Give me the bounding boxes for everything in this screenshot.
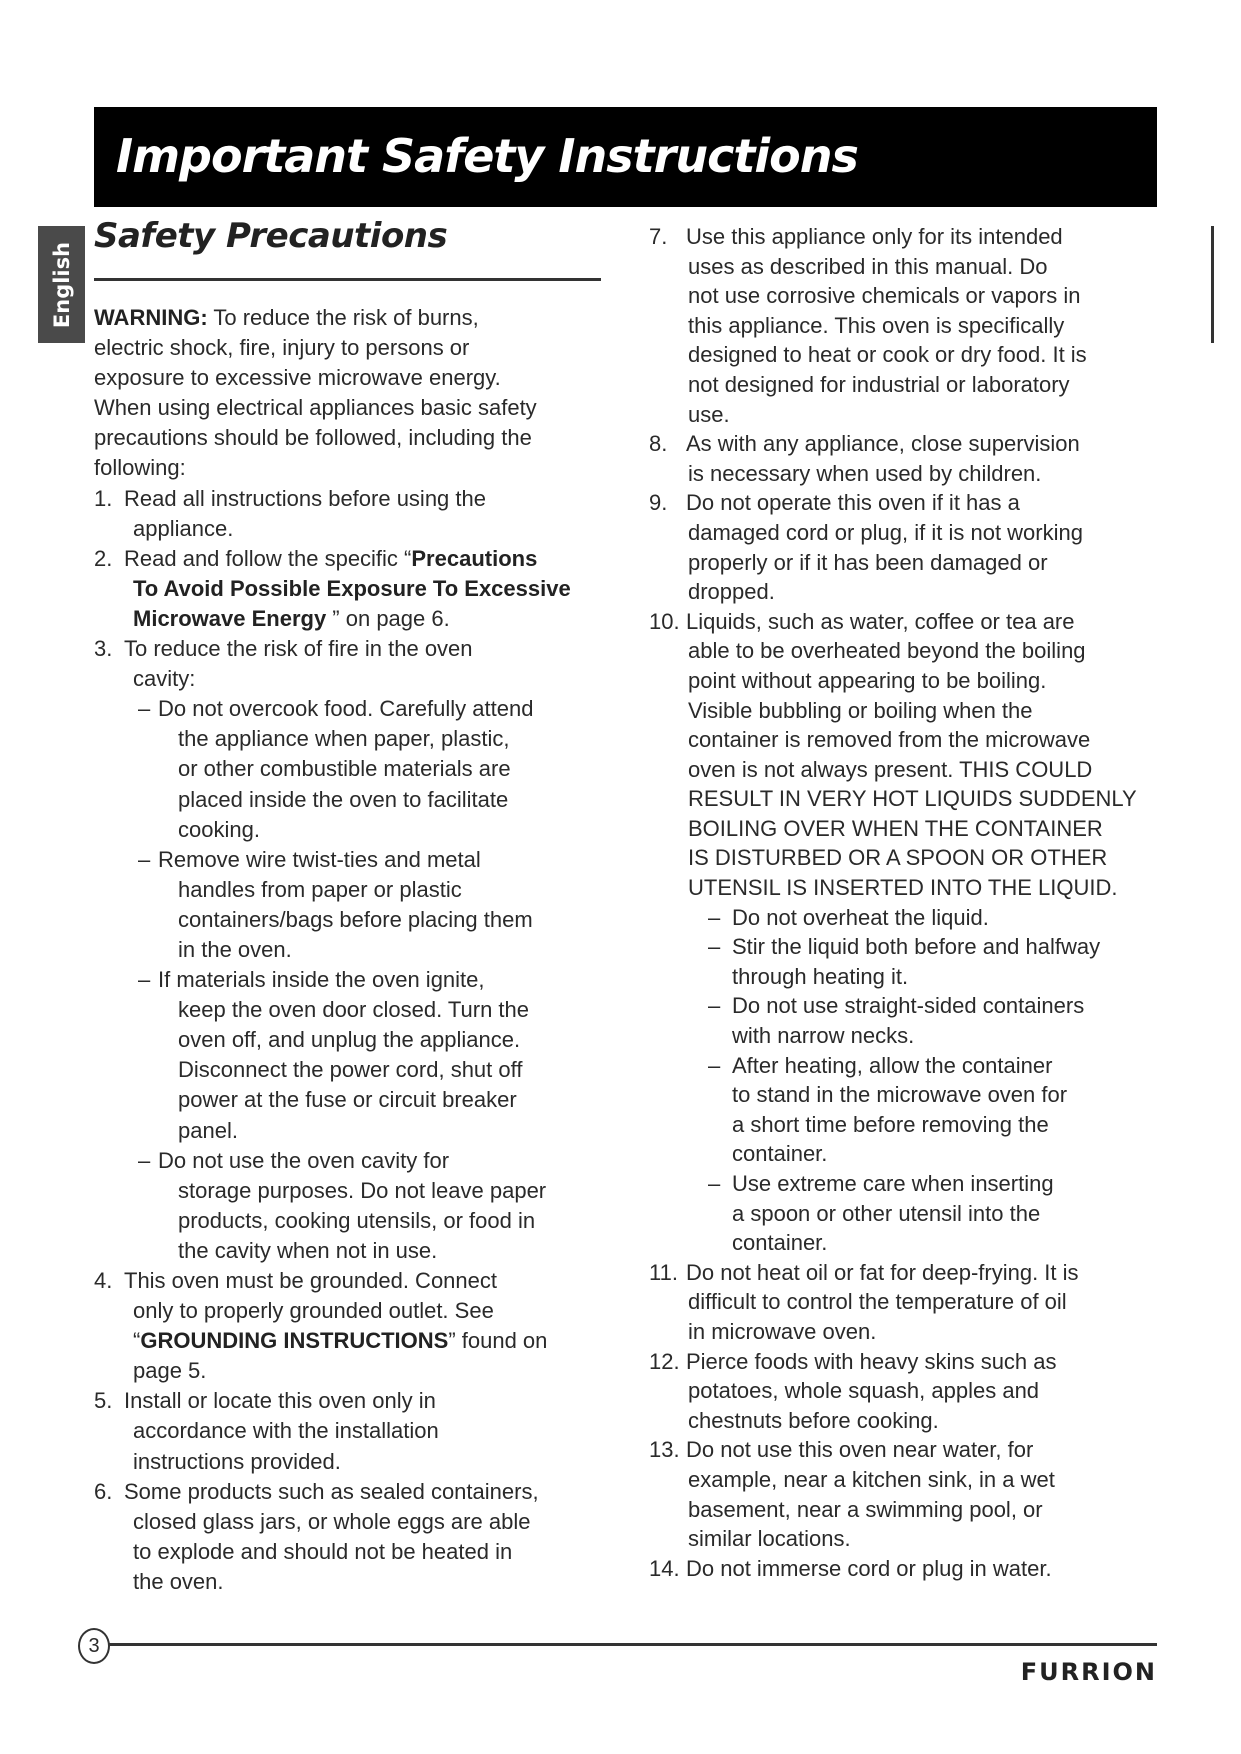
text-segment: the appliance when paper, plastic, xyxy=(178,726,510,752)
list-line xyxy=(94,1326,571,1356)
text-segment: not designed for industrial or laboratory xyxy=(688,371,1070,397)
list-line xyxy=(649,903,1137,933)
text-segment: IS DISTURBED OR A SPOON OR OTHER xyxy=(688,845,1108,871)
warning-line xyxy=(94,423,571,453)
list-item xyxy=(649,1554,1137,1584)
list-line xyxy=(649,1080,1137,1110)
text-segment: appliance. xyxy=(133,515,234,541)
warning-line xyxy=(94,363,571,393)
list-line xyxy=(649,1051,1137,1081)
text-segment: Remove wire twist-ties and metal xyxy=(158,846,481,872)
list-line xyxy=(649,1347,1137,1377)
list-line xyxy=(94,995,571,1025)
text-segment: in the oven. xyxy=(178,936,292,962)
list-line xyxy=(94,785,571,815)
text-segment: accordance with the installation xyxy=(133,1418,439,1444)
text-segment: container is removed from the microwave xyxy=(688,727,1091,753)
warning-text: precautions should be followed, including the xyxy=(94,425,532,451)
list-line xyxy=(94,1085,571,1115)
text-segment: potatoes, whole squash, apples and xyxy=(688,1378,1040,1404)
text-segment: As with any appliance, close supervision xyxy=(686,431,1080,457)
list-line xyxy=(649,311,1137,341)
text-segment: After heating, allow the container xyxy=(732,1052,1053,1078)
sub-list-item xyxy=(94,694,571,844)
text-segment: this appliance. This oven is specifically xyxy=(688,312,1065,338)
list-line xyxy=(649,1406,1137,1436)
list-line xyxy=(649,696,1137,726)
item-number: 14. xyxy=(649,1555,680,1581)
sub-list-item xyxy=(649,991,1137,1050)
list-line xyxy=(649,222,1137,252)
warning-label: WARNING: xyxy=(94,305,208,330)
list-item xyxy=(649,1347,1137,1436)
list-line xyxy=(94,815,571,845)
list-line xyxy=(649,1287,1137,1317)
list-line xyxy=(94,484,571,514)
list-line xyxy=(649,666,1137,696)
list-line xyxy=(649,1110,1137,1140)
text-segment: RESULT IN VERY HOT LIQUIDS SUDDENLY xyxy=(688,786,1137,812)
list-item xyxy=(649,1435,1137,1553)
warning-text: electric shock, fire, injury to persons or xyxy=(94,335,470,361)
warning-text: When using electrical appliances basic safety xyxy=(94,395,537,421)
dash-bullet: – xyxy=(708,934,721,960)
list-line xyxy=(94,754,571,784)
list-line xyxy=(94,1146,571,1176)
list-line xyxy=(94,1236,571,1266)
list-line xyxy=(94,1416,571,1446)
list-line xyxy=(649,814,1137,844)
list-line xyxy=(94,544,571,574)
list-line xyxy=(94,1447,571,1477)
list-line xyxy=(94,845,571,875)
list-line xyxy=(649,607,1137,637)
item-number: 8. xyxy=(649,431,668,457)
text-segment: oven is not always present. THIS COULD xyxy=(688,756,1093,782)
text-segment: point without appearing to be boiling. xyxy=(688,667,1047,693)
text-segment: ” on page 6. xyxy=(326,605,450,631)
item-number: 4. xyxy=(94,1268,113,1293)
text-segment: Do not heat oil or fat for deep-frying. It is xyxy=(686,1259,1079,1285)
section-divider xyxy=(94,278,601,281)
dash-bullet: – xyxy=(708,1171,721,1196)
list-line xyxy=(649,459,1137,489)
text-segment: Install or locate this oven only in xyxy=(124,1388,436,1414)
list-line xyxy=(649,1228,1137,1258)
language-label: English xyxy=(49,241,74,328)
item-number: 7. xyxy=(649,224,668,249)
warning-line xyxy=(94,393,571,423)
list-line xyxy=(649,725,1137,755)
text-segment: uses as described in this manual. Do xyxy=(688,253,1048,279)
text-segment: example, near a kitchen sink, in a wet xyxy=(688,1466,1055,1492)
brand-logo: FURRION xyxy=(1020,1658,1157,1686)
item-number: 3. xyxy=(94,636,113,662)
list-line xyxy=(649,755,1137,785)
text-segment: page 5. xyxy=(133,1358,207,1384)
text-segment: Do not use this oven near water, for xyxy=(686,1437,1034,1463)
list-line xyxy=(94,1025,571,1055)
text-segment: with narrow necks. xyxy=(732,1023,915,1049)
list-line xyxy=(94,1206,571,1236)
list-line xyxy=(649,1376,1137,1406)
left-column xyxy=(94,303,571,1597)
list-line xyxy=(649,784,1137,814)
text-segment: cavity: xyxy=(133,666,196,692)
list-line xyxy=(649,1021,1137,1051)
text-segment: in microwave oven. xyxy=(688,1318,877,1344)
list-line xyxy=(94,1055,571,1085)
list-item xyxy=(649,429,1137,488)
text-segment: Pierce foods with heavy skins such as xyxy=(686,1348,1057,1374)
list-line xyxy=(649,843,1137,873)
text-segment: closed glass jars, or whole eggs are able xyxy=(133,1508,531,1534)
dash-bullet: – xyxy=(138,1147,151,1173)
dash-bullet: – xyxy=(138,967,151,993)
text-segment: damaged cord or plug, if it is not working xyxy=(688,519,1083,545)
text-segment: Do not use the oven cavity for xyxy=(158,1147,450,1173)
text-segment: “ xyxy=(133,1328,141,1354)
list-line xyxy=(649,281,1137,311)
list-line xyxy=(94,514,571,544)
dash-bullet: – xyxy=(708,1052,721,1078)
list-item xyxy=(94,484,571,544)
list-line xyxy=(94,604,571,634)
item-number: 11. xyxy=(649,1259,678,1285)
item-number: 12. xyxy=(649,1348,680,1374)
language-tab xyxy=(38,226,85,343)
text-segment: BOILING OVER WHEN THE CONTAINER xyxy=(688,815,1103,841)
list-line xyxy=(649,1465,1137,1495)
list-line xyxy=(94,1477,571,1507)
text-segment: Do not overcook food. Carefully attend xyxy=(158,696,534,722)
list-line xyxy=(94,1266,571,1296)
text-segment: able to be overheated beyond the boiling xyxy=(688,638,1086,664)
list-item xyxy=(94,1386,571,1476)
text-segment: container. xyxy=(732,1141,828,1167)
warning-paragraph xyxy=(94,303,571,484)
right-column xyxy=(649,222,1137,1583)
text-segment: chestnuts before cooking. xyxy=(688,1407,939,1433)
list-line xyxy=(94,1507,571,1537)
list-line xyxy=(94,634,571,664)
text-segment: handles from paper or plastic xyxy=(178,876,462,902)
dash-bullet: – xyxy=(138,696,151,722)
sub-list-item xyxy=(94,965,571,1146)
text-segment: or other combustible materials are xyxy=(178,756,511,782)
list-item xyxy=(649,222,1137,429)
footer-divider xyxy=(108,1643,1157,1646)
list-line xyxy=(649,873,1137,903)
list-line xyxy=(94,1176,571,1206)
text-segment: containers/bags before placing them xyxy=(178,906,533,932)
text-segment: a short time before removing the xyxy=(732,1111,1049,1137)
list-line xyxy=(649,577,1137,607)
list-item xyxy=(94,544,571,634)
text-segment: instructions provided. xyxy=(133,1448,341,1474)
list-item xyxy=(94,1266,571,1386)
text-segment: use. xyxy=(688,401,730,427)
list-line xyxy=(94,935,571,965)
list-line xyxy=(649,1258,1137,1288)
item-number: 2. xyxy=(94,545,113,571)
list-line xyxy=(649,488,1137,518)
section-title: Safety Precautions xyxy=(94,216,448,256)
list-line xyxy=(649,1199,1137,1229)
list-line xyxy=(649,518,1137,548)
text-segment: Do not immerse cord or plug in water. xyxy=(686,1555,1052,1581)
text-segment: Use extreme care when inserting xyxy=(732,1171,1054,1196)
item-number: 6. xyxy=(94,1478,113,1504)
list-line xyxy=(649,636,1137,666)
page-title: Important Safety Instructions xyxy=(116,129,858,183)
item-number: 13. xyxy=(649,1437,680,1463)
page-header-banner xyxy=(94,107,1157,207)
item-number: 1. xyxy=(94,485,113,511)
text-segment: to explode and should not be heated in xyxy=(133,1538,513,1564)
bold-text: Precautions xyxy=(411,545,538,571)
list-line xyxy=(94,694,571,724)
text-segment: power at the fuse or circuit breaker xyxy=(178,1087,517,1113)
list-line xyxy=(94,1537,571,1567)
text-segment: Some products such as sealed containers, xyxy=(124,1478,539,1504)
list-line xyxy=(649,400,1137,430)
list-line xyxy=(94,664,571,694)
sub-list-item xyxy=(649,1051,1137,1169)
warning-text: following: xyxy=(94,455,186,481)
list-line xyxy=(94,965,571,995)
list-item xyxy=(94,1477,571,1597)
text-segment: keep the oven door closed. Turn the xyxy=(178,997,530,1023)
text-segment: Stir the liquid both before and halfway xyxy=(732,934,1101,960)
list-line xyxy=(94,875,571,905)
dash-bullet: – xyxy=(708,904,721,930)
list-line xyxy=(94,724,571,754)
list-line xyxy=(649,548,1137,578)
bold-text: GROUNDING INSTRUCTIONS xyxy=(140,1328,449,1354)
text-segment: difficult to control the temperature of oil xyxy=(688,1289,1067,1315)
margin-bar xyxy=(1211,226,1214,343)
text-segment: Read all instructions before using the xyxy=(124,485,486,511)
text-segment: Use this appliance only for its intended xyxy=(686,224,1063,249)
text-segment: placed inside the oven to facilitate xyxy=(178,786,509,812)
list-line xyxy=(649,429,1137,459)
text-segment: to stand in the microwave oven for xyxy=(732,1082,1068,1108)
bold-text: Microwave Energy xyxy=(133,605,327,631)
text-segment: storage purposes. Do not leave paper xyxy=(178,1177,547,1203)
text-segment: To reduce the risk of fire in the oven xyxy=(124,636,473,662)
text-segment: the cavity when not in use. xyxy=(178,1237,438,1263)
sub-list-item xyxy=(649,1169,1137,1258)
warning-line xyxy=(94,453,571,483)
list-line xyxy=(649,1169,1137,1199)
list-line xyxy=(649,252,1137,282)
text-segment: the oven. xyxy=(133,1568,224,1594)
sub-list-item xyxy=(94,1146,571,1266)
list-line xyxy=(649,370,1137,400)
text-segment: Do not operate this oven if it has a xyxy=(686,490,1020,516)
dash-bullet: – xyxy=(138,846,151,872)
text-segment: ” found on xyxy=(448,1328,548,1354)
list-line xyxy=(94,574,571,604)
list-line xyxy=(94,1356,571,1386)
text-segment: Liquids, such as water, coffee or tea are xyxy=(686,608,1075,634)
text-segment: designed to heat or cook or dry food. It is xyxy=(688,342,1087,368)
list-line xyxy=(649,991,1137,1021)
list-line xyxy=(94,1296,571,1326)
sub-list-item xyxy=(94,845,571,965)
list-line xyxy=(649,962,1137,992)
text-segment: not use corrosive chemicals or vapors in xyxy=(688,283,1081,309)
text-segment: cooking. xyxy=(178,816,260,842)
list-line xyxy=(649,1524,1137,1554)
page-number: 3 xyxy=(78,1628,110,1664)
text-segment: only to properly grounded outlet. See xyxy=(133,1298,494,1324)
item-number: 5. xyxy=(94,1388,113,1414)
item-number: 10. xyxy=(649,608,680,634)
text-segment: container. xyxy=(732,1230,828,1256)
text-segment: basement, near a swimming pool, or xyxy=(688,1496,1043,1522)
list-line xyxy=(94,1116,571,1146)
list-item xyxy=(649,488,1137,606)
item-number: 9. xyxy=(649,490,668,516)
text-segment: Visible bubbling or boiling when the xyxy=(688,697,1033,723)
list-line xyxy=(649,1554,1137,1584)
warning-line xyxy=(94,303,571,333)
text-segment: oven off, and unplug the appliance. xyxy=(178,1027,521,1053)
text-segment: similar locations. xyxy=(688,1526,851,1552)
text-segment: is necessary when used by children. xyxy=(688,460,1042,486)
text-segment: This oven must be grounded. Connect xyxy=(124,1268,498,1293)
text-segment: properly or if it has been damaged or xyxy=(688,549,1048,575)
list-line xyxy=(649,340,1137,370)
list-item xyxy=(94,634,571,1266)
text-segment: UTENSIL IS INSERTED INTO THE LIQUID. xyxy=(688,875,1118,901)
text-segment: products, cooking utensils, or food in xyxy=(178,1207,536,1233)
sub-list-item xyxy=(649,903,1137,933)
text-segment: Read and follow the specific “ xyxy=(124,545,412,571)
warning-text: To reduce the risk of burns, xyxy=(207,305,479,330)
text-segment: Disconnect the power cord, shut off xyxy=(178,1057,523,1083)
bold-text: To Avoid Possible Exposure To Excessive xyxy=(133,575,571,601)
text-segment: Do not overheat the liquid. xyxy=(732,904,989,930)
list-line xyxy=(94,905,571,935)
text-segment: through heating it. xyxy=(732,963,909,989)
text-segment: Do not use straight-sided containers xyxy=(732,993,1085,1019)
list-line xyxy=(649,1139,1137,1169)
list-line xyxy=(94,1386,571,1416)
sub-list-item xyxy=(649,932,1137,991)
list-line xyxy=(649,932,1137,962)
list-item xyxy=(649,607,1137,1258)
list-item xyxy=(649,1258,1137,1347)
warning-line xyxy=(94,333,571,363)
text-segment: dropped. xyxy=(688,579,775,605)
dash-bullet: – xyxy=(708,993,721,1019)
list-line xyxy=(94,1567,571,1597)
warning-text: exposure to excessive microwave energy. xyxy=(94,365,501,391)
text-segment: a spoon or other utensil into the xyxy=(732,1200,1041,1226)
text-segment: If materials inside the oven ignite, xyxy=(158,967,485,993)
text-segment: panel. xyxy=(178,1117,238,1143)
list-line xyxy=(649,1495,1137,1525)
list-line xyxy=(649,1317,1137,1347)
list-line xyxy=(649,1435,1137,1465)
